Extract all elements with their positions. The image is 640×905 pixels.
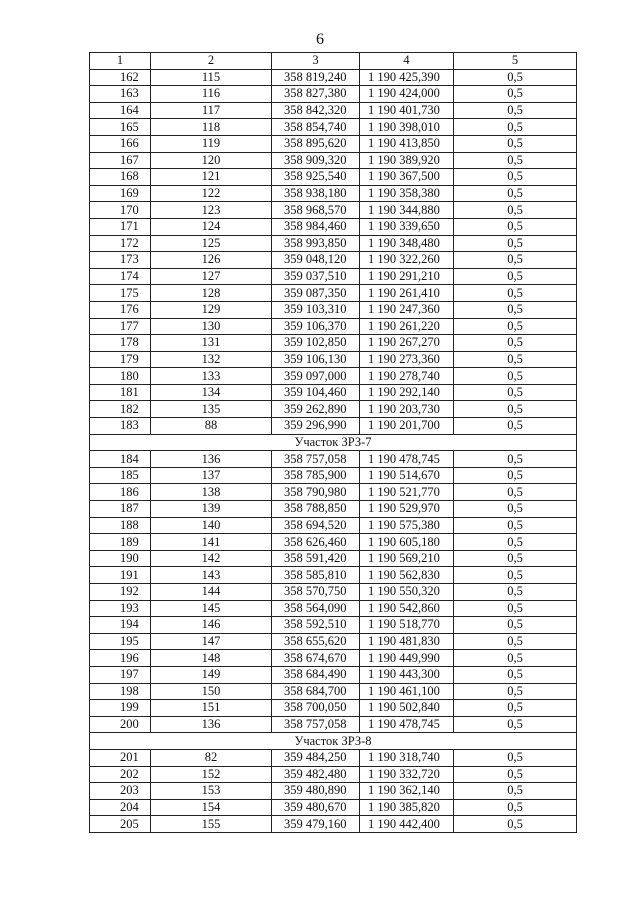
row-number-cell: 169 (90, 185, 151, 202)
accuracy-cell: 0,5 (454, 235, 577, 252)
table-row (90, 484, 577, 501)
row-number-cell: 188 (90, 517, 151, 534)
accuracy-cell: 0,5 (454, 135, 577, 152)
row-number-cell: 196 (90, 650, 151, 667)
table-row (90, 69, 577, 86)
table-row (90, 152, 577, 169)
x-coordinate-cell: 358 570,750 (272, 584, 360, 601)
point-number-cell: 82 (151, 749, 272, 766)
x-coordinate-cell: 358 909,320 (272, 152, 360, 169)
row-number-cell: 199 (90, 700, 151, 717)
x-coordinate-cell: 358 694,520 (272, 517, 360, 534)
accuracy-cell: 0,5 (454, 86, 577, 103)
point-number-cell: 136 (151, 716, 272, 733)
point-number-cell: 137 (151, 467, 272, 484)
point-number-cell: 117 (151, 102, 272, 119)
accuracy-cell: 0,5 (454, 501, 577, 518)
accuracy-cell: 0,5 (454, 418, 577, 435)
row-number-cell: 197 (90, 666, 151, 683)
row-number-cell: 163 (90, 86, 151, 103)
y-coordinate-cell: 1 190 292,140 (360, 384, 454, 401)
accuracy-cell: 0,5 (454, 783, 577, 800)
point-number-cell: 126 (151, 252, 272, 269)
point-number-cell: 146 (151, 617, 272, 634)
table-row (90, 235, 577, 252)
x-coordinate-cell: 359 104,460 (272, 384, 360, 401)
point-number-cell: 125 (151, 235, 272, 252)
column-header: 3 (272, 53, 360, 70)
row-number-cell: 179 (90, 351, 151, 368)
table-row (90, 550, 577, 567)
row-number-cell: 175 (90, 285, 151, 302)
y-coordinate-cell: 1 190 332,720 (360, 766, 454, 783)
point-number-cell: 136 (151, 451, 272, 468)
accuracy-cell: 0,5 (454, 335, 577, 352)
y-coordinate-cell: 1 190 348,480 (360, 235, 454, 252)
accuracy-cell: 0,5 (454, 169, 577, 186)
x-coordinate-cell: 358 655,620 (272, 633, 360, 650)
y-coordinate-cell: 1 190 385,820 (360, 799, 454, 816)
row-number-cell: 186 (90, 484, 151, 501)
accuracy-cell: 0,5 (454, 102, 577, 119)
row-number-cell: 189 (90, 534, 151, 551)
y-coordinate-cell: 1 190 449,990 (360, 650, 454, 667)
table-row (90, 102, 577, 119)
point-number-cell: 88 (151, 418, 272, 435)
y-coordinate-cell: 1 190 569,210 (360, 550, 454, 567)
y-coordinate-cell: 1 190 261,410 (360, 285, 454, 302)
point-number-cell: 150 (151, 683, 272, 700)
table-row (90, 716, 577, 733)
y-coordinate-cell: 1 190 261,220 (360, 318, 454, 335)
point-number-cell: 151 (151, 700, 272, 717)
y-coordinate-cell: 1 190 273,360 (360, 351, 454, 368)
accuracy-cell: 0,5 (454, 617, 577, 634)
accuracy-cell: 0,5 (454, 749, 577, 766)
y-coordinate-cell: 1 190 201,700 (360, 418, 454, 435)
accuracy-cell: 0,5 (454, 119, 577, 136)
point-number-cell: 147 (151, 633, 272, 650)
table-row (90, 517, 577, 534)
point-number-cell: 133 (151, 368, 272, 385)
table-row (90, 301, 577, 318)
table-row (90, 816, 577, 833)
table-row (90, 567, 577, 584)
point-number-cell: 131 (151, 335, 272, 352)
point-number-cell: 140 (151, 517, 272, 534)
accuracy-cell: 0,5 (454, 252, 577, 269)
table-row (90, 202, 577, 219)
y-coordinate-cell: 1 190 291,210 (360, 268, 454, 285)
accuracy-cell: 0,5 (454, 683, 577, 700)
y-coordinate-cell: 1 190 398,010 (360, 119, 454, 136)
row-number-cell: 174 (90, 268, 151, 285)
row-number-cell: 205 (90, 816, 151, 833)
y-coordinate-cell: 1 190 518,770 (360, 617, 454, 634)
accuracy-cell: 0,5 (454, 368, 577, 385)
table-row (90, 749, 577, 766)
x-coordinate-cell: 358 788,850 (272, 501, 360, 518)
point-number-cell: 141 (151, 534, 272, 551)
table-row (90, 401, 577, 418)
point-number-cell: 130 (151, 318, 272, 335)
x-coordinate-cell: 358 968,570 (272, 202, 360, 219)
point-number-cell: 132 (151, 351, 272, 368)
table-row (90, 617, 577, 634)
row-number-cell: 178 (90, 335, 151, 352)
table-row (90, 534, 577, 551)
x-coordinate-cell: 359 296,990 (272, 418, 360, 435)
point-number-cell: 155 (151, 816, 272, 833)
y-coordinate-cell: 1 190 514,670 (360, 467, 454, 484)
row-number-cell: 182 (90, 401, 151, 418)
row-number-cell: 198 (90, 683, 151, 700)
accuracy-cell: 0,5 (454, 816, 577, 833)
row-number-cell: 172 (90, 235, 151, 252)
table-row (90, 600, 577, 617)
y-coordinate-cell: 1 190 575,380 (360, 517, 454, 534)
column-header: 1 (90, 53, 151, 70)
point-number-cell: 116 (151, 86, 272, 103)
y-coordinate-cell: 1 190 247,360 (360, 301, 454, 318)
column-header: 5 (454, 53, 577, 70)
x-coordinate-cell: 358 842,320 (272, 102, 360, 119)
x-coordinate-cell: 359 102,850 (272, 335, 360, 352)
y-coordinate-cell: 1 190 478,745 (360, 716, 454, 733)
x-coordinate-cell: 359 484,250 (272, 749, 360, 766)
table-row (90, 683, 577, 700)
x-coordinate-cell: 358 674,670 (272, 650, 360, 667)
section-row (90, 733, 577, 750)
column-header: 2 (151, 53, 272, 70)
accuracy-cell: 0,5 (454, 633, 577, 650)
table-row (90, 501, 577, 518)
row-number-cell: 203 (90, 783, 151, 800)
row-number-cell: 173 (90, 252, 151, 269)
y-coordinate-cell: 1 190 278,740 (360, 368, 454, 385)
table-row (90, 368, 577, 385)
point-number-cell: 120 (151, 152, 272, 169)
x-coordinate-cell: 359 480,890 (272, 783, 360, 800)
accuracy-cell: 0,5 (454, 268, 577, 285)
table-row (90, 135, 577, 152)
table-row (90, 318, 577, 335)
point-number-cell: 152 (151, 766, 272, 783)
row-number-cell: 185 (90, 467, 151, 484)
y-coordinate-cell: 1 190 442,400 (360, 816, 454, 833)
table-row (90, 285, 577, 302)
x-coordinate-cell: 358 585,810 (272, 567, 360, 584)
point-number-cell: 145 (151, 600, 272, 617)
section-title: Участок ЗРЗ-8 (90, 733, 577, 750)
y-coordinate-cell: 1 190 425,390 (360, 69, 454, 86)
accuracy-cell: 0,5 (454, 152, 577, 169)
table-row (90, 633, 577, 650)
accuracy-cell: 0,5 (454, 716, 577, 733)
x-coordinate-cell: 358 785,900 (272, 467, 360, 484)
table-row (90, 650, 577, 667)
point-number-cell: 153 (151, 783, 272, 800)
x-coordinate-cell: 358 626,460 (272, 534, 360, 551)
row-number-cell: 195 (90, 633, 151, 650)
accuracy-cell: 0,5 (454, 484, 577, 501)
row-number-cell: 200 (90, 716, 151, 733)
row-number-cell: 202 (90, 766, 151, 783)
row-number-cell: 162 (90, 69, 151, 86)
accuracy-cell: 0,5 (454, 401, 577, 418)
x-coordinate-cell: 359 103,310 (272, 301, 360, 318)
y-coordinate-cell: 1 190 203,730 (360, 401, 454, 418)
table-row (90, 418, 577, 435)
accuracy-cell: 0,5 (454, 384, 577, 401)
y-coordinate-cell: 1 190 389,920 (360, 152, 454, 169)
section-row (90, 434, 577, 451)
x-coordinate-cell: 358 790,980 (272, 484, 360, 501)
x-coordinate-cell: 358 854,740 (272, 119, 360, 136)
row-number-cell: 180 (90, 368, 151, 385)
x-coordinate-cell: 358 819,240 (272, 69, 360, 86)
x-coordinate-cell: 359 479,160 (272, 816, 360, 833)
row-number-cell: 170 (90, 202, 151, 219)
y-coordinate-cell: 1 190 562,830 (360, 567, 454, 584)
row-number-cell: 184 (90, 451, 151, 468)
y-coordinate-cell: 1 190 367,500 (360, 169, 454, 186)
point-number-cell: 149 (151, 666, 272, 683)
table-row (90, 268, 577, 285)
point-number-cell: 138 (151, 484, 272, 501)
section-title: Участок ЗРЗ-7 (90, 434, 577, 451)
table-row (90, 451, 577, 468)
table-row (90, 700, 577, 717)
x-coordinate-cell: 358 925,540 (272, 169, 360, 186)
accuracy-cell: 0,5 (454, 285, 577, 302)
table-row (90, 799, 577, 816)
x-coordinate-cell: 358 592,510 (272, 617, 360, 634)
accuracy-cell: 0,5 (454, 301, 577, 318)
row-number-cell: 166 (90, 135, 151, 152)
point-number-cell: 144 (151, 584, 272, 601)
accuracy-cell: 0,5 (454, 799, 577, 816)
row-number-cell: 193 (90, 600, 151, 617)
table-row (90, 86, 577, 103)
row-number-cell: 176 (90, 301, 151, 318)
y-coordinate-cell: 1 190 529,970 (360, 501, 454, 518)
point-number-cell: 154 (151, 799, 272, 816)
y-coordinate-cell: 1 190 344,880 (360, 202, 454, 219)
row-number-cell: 201 (90, 749, 151, 766)
x-coordinate-cell: 358 993,850 (272, 235, 360, 252)
point-number-cell: 123 (151, 202, 272, 219)
point-number-cell: 129 (151, 301, 272, 318)
x-coordinate-cell: 358 757,058 (272, 716, 360, 733)
point-number-cell: 121 (151, 169, 272, 186)
y-coordinate-cell: 1 190 362,140 (360, 783, 454, 800)
y-coordinate-cell: 1 190 424,000 (360, 86, 454, 103)
y-coordinate-cell: 1 190 605,180 (360, 534, 454, 551)
point-number-cell: 115 (151, 69, 272, 86)
x-coordinate-cell: 358 757,058 (272, 451, 360, 468)
accuracy-cell: 0,5 (454, 534, 577, 551)
table-row (90, 384, 577, 401)
accuracy-cell: 0,5 (454, 567, 577, 584)
row-number-cell: 181 (90, 384, 151, 401)
x-coordinate-cell: 359 097,000 (272, 368, 360, 385)
x-coordinate-cell: 358 827,380 (272, 86, 360, 103)
row-number-cell: 183 (90, 418, 151, 435)
page-number: 6 (316, 31, 324, 48)
accuracy-cell: 0,5 (454, 600, 577, 617)
y-coordinate-cell: 1 190 502,840 (360, 700, 454, 717)
table-row (90, 584, 577, 601)
table-row (90, 252, 577, 269)
point-number-cell: 135 (151, 401, 272, 418)
x-coordinate-cell: 358 591,420 (272, 550, 360, 567)
point-number-cell: 122 (151, 185, 272, 202)
table-row (90, 335, 577, 352)
row-number-cell: 164 (90, 102, 151, 119)
y-coordinate-cell: 1 190 461,100 (360, 683, 454, 700)
table-row (90, 783, 577, 800)
row-number-cell: 167 (90, 152, 151, 169)
table-row (90, 467, 577, 484)
accuracy-cell: 0,5 (454, 318, 577, 335)
row-number-cell: 190 (90, 550, 151, 567)
x-coordinate-cell: 358 564,090 (272, 600, 360, 617)
y-coordinate-cell: 1 190 521,770 (360, 484, 454, 501)
x-coordinate-cell: 358 938,180 (272, 185, 360, 202)
accuracy-cell: 0,5 (454, 202, 577, 219)
accuracy-cell: 0,5 (454, 218, 577, 235)
point-number-cell: 143 (151, 567, 272, 584)
point-number-cell: 139 (151, 501, 272, 518)
point-number-cell: 124 (151, 218, 272, 235)
x-coordinate-cell: 359 482,480 (272, 766, 360, 783)
y-coordinate-cell: 1 190 358,380 (360, 185, 454, 202)
y-coordinate-cell: 1 190 267,270 (360, 335, 454, 352)
column-header: 4 (360, 53, 454, 70)
y-coordinate-cell: 1 190 413,850 (360, 135, 454, 152)
row-number-cell: 165 (90, 119, 151, 136)
point-number-cell: 134 (151, 384, 272, 401)
x-coordinate-cell: 358 684,490 (272, 666, 360, 683)
row-number-cell: 187 (90, 501, 151, 518)
x-coordinate-cell: 359 106,130 (272, 351, 360, 368)
x-coordinate-cell: 358 984,460 (272, 218, 360, 235)
point-number-cell: 148 (151, 650, 272, 667)
coordinates-table (89, 52, 577, 833)
accuracy-cell: 0,5 (454, 185, 577, 202)
y-coordinate-cell: 1 190 339,650 (360, 218, 454, 235)
point-number-cell: 118 (151, 119, 272, 136)
y-coordinate-cell: 1 190 550,320 (360, 584, 454, 601)
table-row (90, 351, 577, 368)
y-coordinate-cell: 1 190 481,830 (360, 633, 454, 650)
accuracy-cell: 0,5 (454, 666, 577, 683)
accuracy-cell: 0,5 (454, 517, 577, 534)
row-number-cell: 192 (90, 584, 151, 601)
row-number-cell: 194 (90, 617, 151, 634)
x-coordinate-cell: 358 895,620 (272, 135, 360, 152)
y-coordinate-cell: 1 190 443,300 (360, 666, 454, 683)
point-number-cell: 127 (151, 268, 272, 285)
y-coordinate-cell: 1 190 478,745 (360, 451, 454, 468)
point-number-cell: 119 (151, 135, 272, 152)
table-row (90, 666, 577, 683)
table-row (90, 119, 577, 136)
table-row (90, 185, 577, 202)
accuracy-cell: 0,5 (454, 584, 577, 601)
y-coordinate-cell: 1 190 401,730 (360, 102, 454, 119)
accuracy-cell: 0,5 (454, 550, 577, 567)
x-coordinate-cell: 359 480,670 (272, 799, 360, 816)
table-header-row (90, 53, 577, 70)
x-coordinate-cell: 359 106,370 (272, 318, 360, 335)
table-row (90, 169, 577, 186)
point-number-cell: 128 (151, 285, 272, 302)
row-number-cell: 168 (90, 169, 151, 186)
accuracy-cell: 0,5 (454, 69, 577, 86)
x-coordinate-cell: 359 037,510 (272, 268, 360, 285)
row-number-cell: 204 (90, 799, 151, 816)
row-number-cell: 177 (90, 318, 151, 335)
table-row (90, 766, 577, 783)
y-coordinate-cell: 1 190 322,260 (360, 252, 454, 269)
accuracy-cell: 0,5 (454, 766, 577, 783)
accuracy-cell: 0,5 (454, 351, 577, 368)
accuracy-cell: 0,5 (454, 700, 577, 717)
row-number-cell: 191 (90, 567, 151, 584)
accuracy-cell: 0,5 (454, 650, 577, 667)
table-row (90, 218, 577, 235)
accuracy-cell: 0,5 (454, 467, 577, 484)
accuracy-cell: 0,5 (454, 451, 577, 468)
x-coordinate-cell: 359 048,120 (272, 252, 360, 269)
x-coordinate-cell: 359 087,350 (272, 285, 360, 302)
y-coordinate-cell: 1 190 542,860 (360, 600, 454, 617)
x-coordinate-cell: 358 684,700 (272, 683, 360, 700)
point-number-cell: 142 (151, 550, 272, 567)
x-coordinate-cell: 358 700,050 (272, 700, 360, 717)
y-coordinate-cell: 1 190 318,740 (360, 749, 454, 766)
x-coordinate-cell: 359 262,890 (272, 401, 360, 418)
row-number-cell: 171 (90, 218, 151, 235)
